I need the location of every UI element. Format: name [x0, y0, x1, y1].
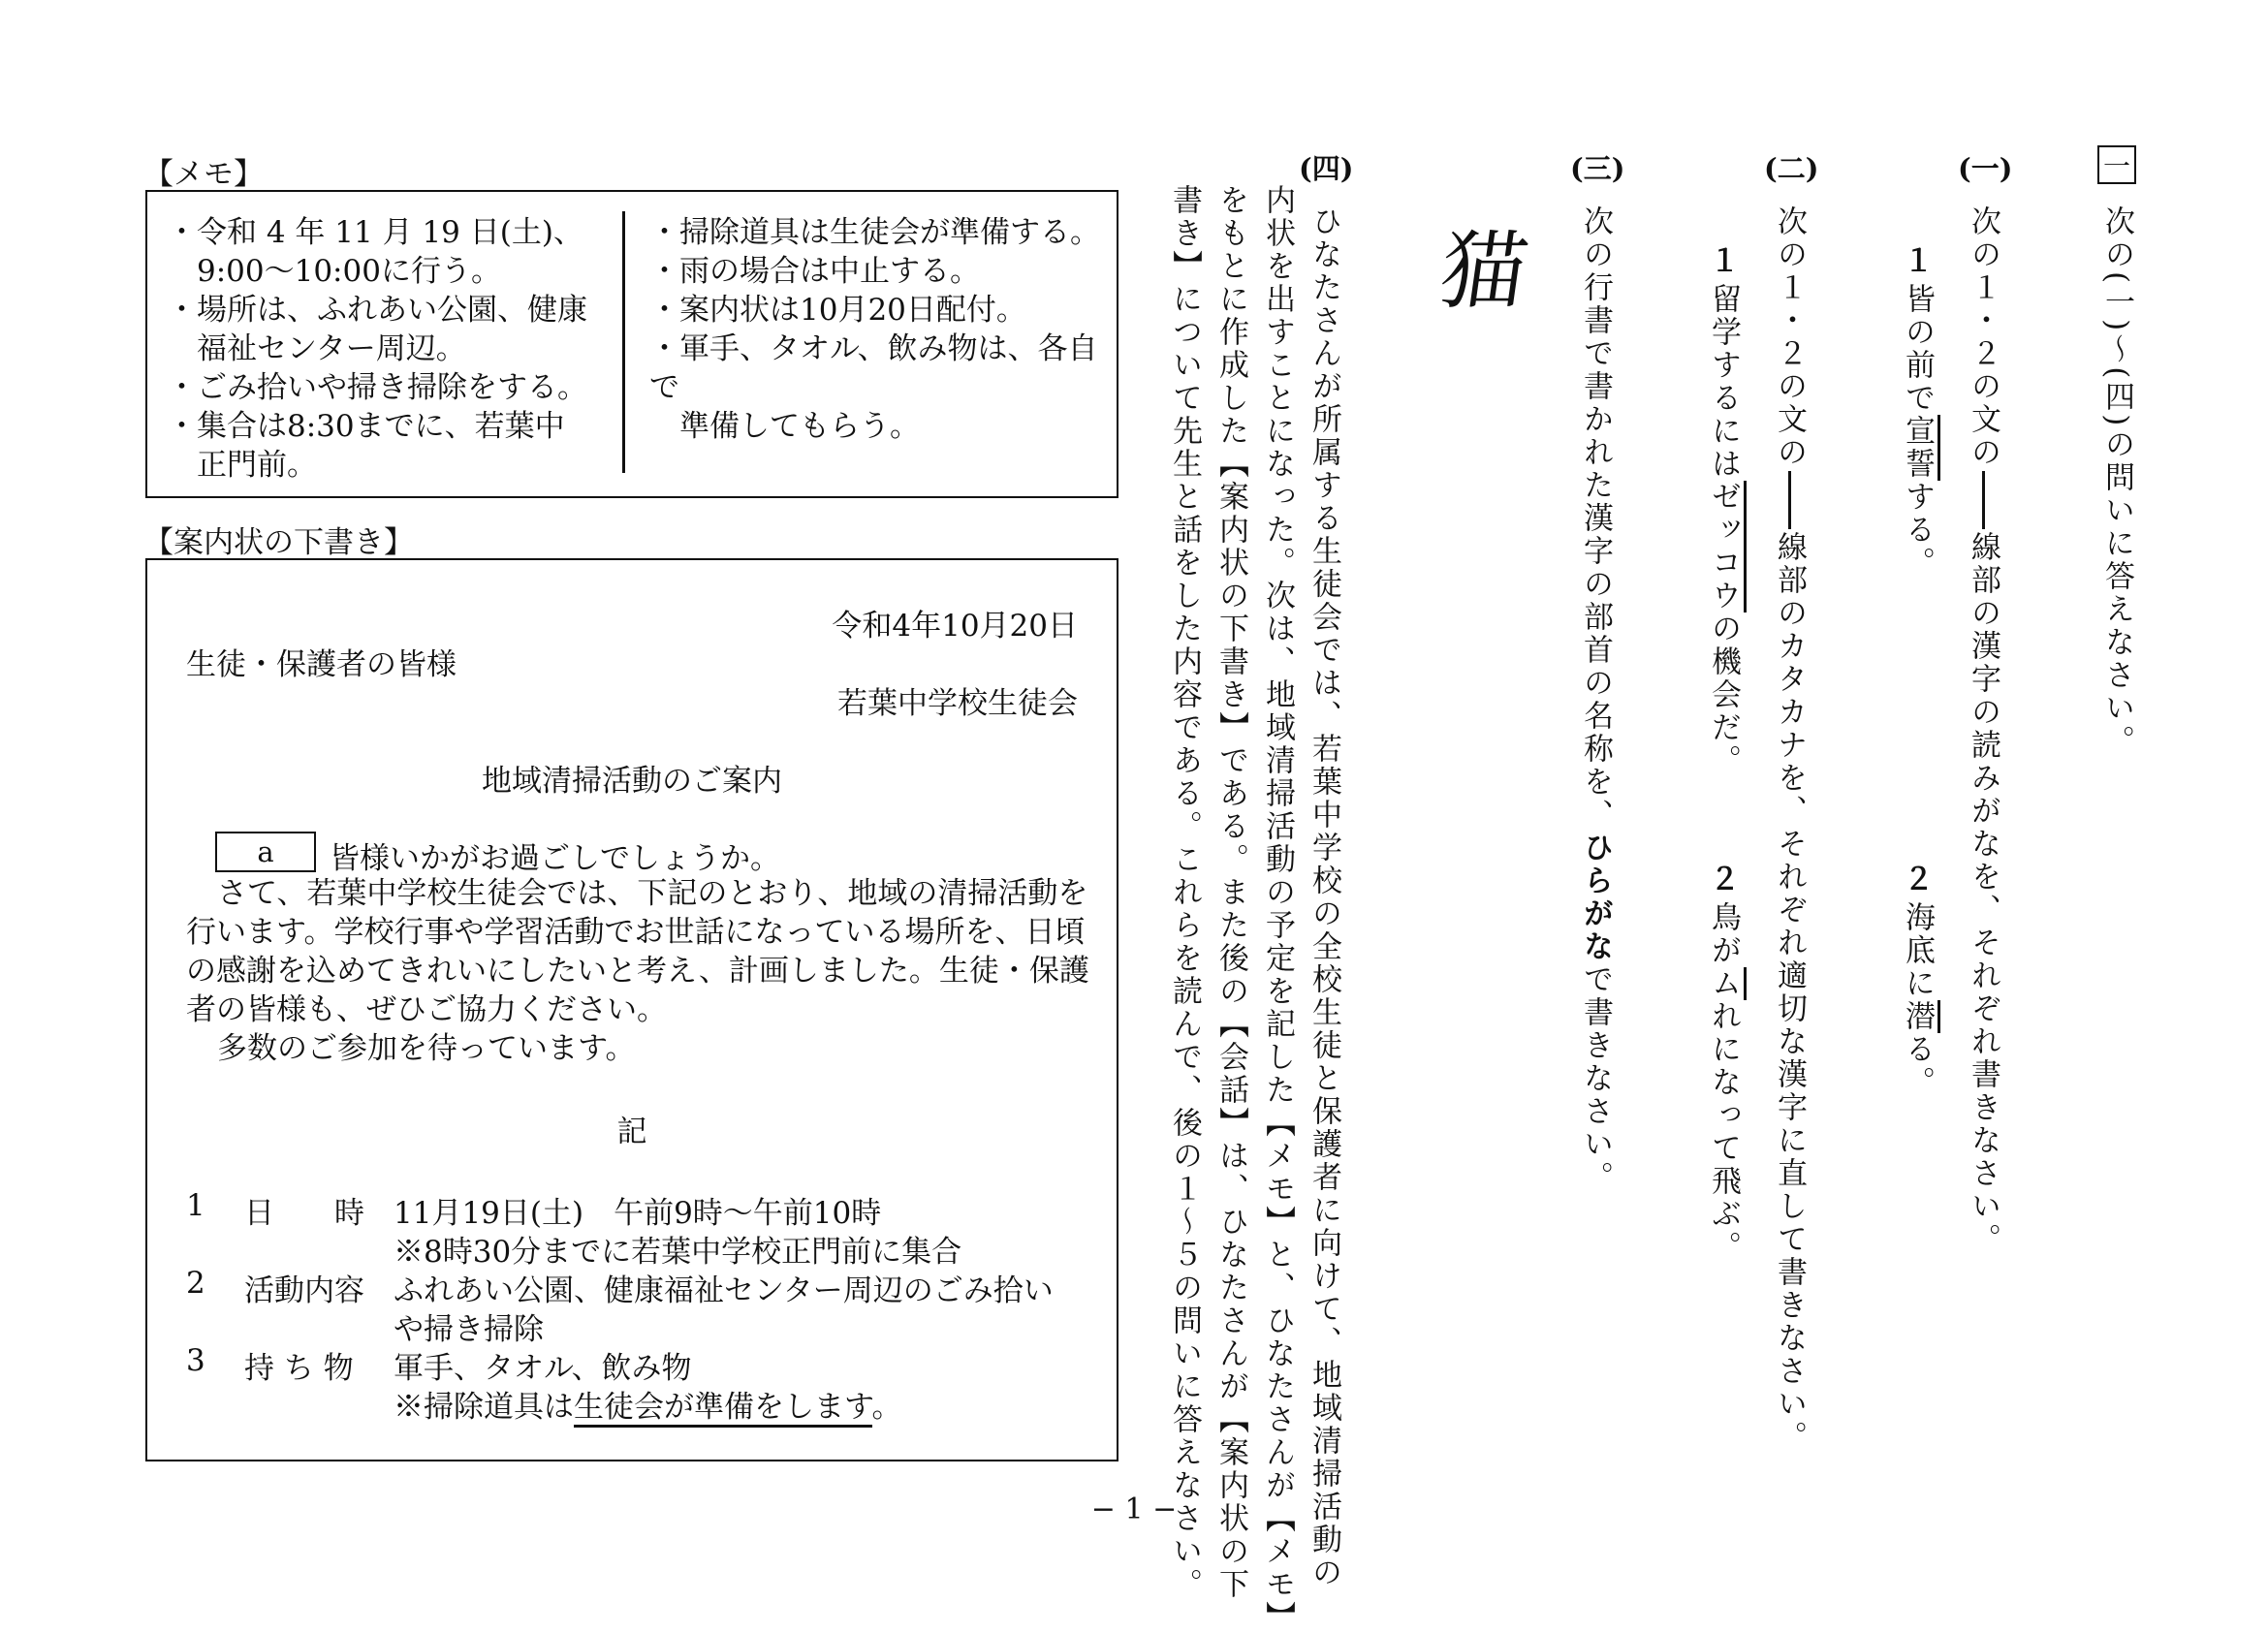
q2-item1-num: １: [1704, 244, 1739, 277]
q3-prompt-bold: ひらがな: [1578, 832, 1613, 963]
note-prefix: ※掃除道具は: [394, 1390, 574, 1425]
item-label: 日 時: [244, 1196, 364, 1231]
q1-item1-b: する。: [1900, 481, 1935, 580]
draft-ki: 記: [616, 1115, 647, 1149]
draft-body-line: さて、若葉中学校生徒会では、下記のとおり、地域の清掃活動を: [217, 876, 1088, 911]
q1-item2-a: 海底に: [1900, 901, 1935, 1000]
draft-body-line: の感謝を込めてきれいにしたいと考え、計画しました。生徒・保護: [186, 954, 1089, 989]
q2-prompt: [1772, 205, 1807, 1454]
note-underlined: 生徒会が準備をします: [574, 1390, 872, 1428]
q2-line-marker: [1788, 471, 1791, 529]
draft-heading: 地域清掃活動のご案内: [482, 764, 782, 799]
memo-right-line: ・軍手、タオル、飲み物は、各自で: [649, 331, 1098, 405]
q3-prompt-b: で書きなさい。: [1578, 963, 1613, 1194]
item-label: 持 ち 物: [244, 1351, 354, 1386]
section-instruction: 次の(一)〜(四)の問いに答えなさい。: [2099, 205, 2134, 759]
item-number: 1: [186, 1188, 205, 1223]
memo-left-line: 福祉センター周辺。: [167, 331, 466, 366]
draft-body-line: 者の皆様も、ぜひご協力ください。: [186, 992, 667, 1027]
draft-body: [186, 874, 1089, 1068]
q1-item1-num: １: [1898, 244, 1933, 277]
q2-item2-a: 鳥が: [1706, 901, 1741, 967]
memo-left-line: 9:00〜10:00に行う。: [167, 254, 501, 289]
memo-left-line: 正門前。: [167, 448, 317, 483]
draft-sender: 若葉中学校生徒会: [837, 686, 1078, 721]
q1-label: (一): [1958, 152, 2013, 185]
q4-line-2: 内状を出すことになった。次は、地域清掃活動の予定を記した【メモ】と、ひなたさんが【メモ】: [1260, 184, 1295, 1634]
memo-left-line: ・場所は、ふれあい公園、健康: [167, 293, 587, 328]
q1-prompt-a: 次の１・２の文の: [1966, 205, 2000, 469]
q3-label: (三): [1570, 152, 1625, 185]
q4-line-4: 書き】について先生と話をした内容である。これらを読んで、後の１〜５の問いに答えなさい。: [1167, 184, 1202, 1601]
draft-addressee: 生徒・保護者の皆様: [186, 647, 457, 682]
draft-box: [145, 558, 1118, 1461]
q2-item1-target: ゼッコウ: [1706, 481, 1747, 613]
q1-item1-a: 皆の前で: [1900, 283, 1935, 415]
memo-title: 【メモ】: [143, 157, 264, 192]
memo-left-column: [167, 213, 587, 485]
memo-box: [145, 190, 1118, 498]
q1-item2-num: ２: [1898, 863, 1933, 896]
q2-item2: [1706, 901, 1741, 1264]
item-number: 2: [186, 1266, 205, 1301]
note-suffix: 。: [871, 1390, 902, 1425]
draft-date: 令和4年10月20日: [832, 609, 1078, 644]
q2-item1-a: 留学するには: [1706, 283, 1741, 481]
blank-a-box: a: [215, 832, 316, 872]
q1-prompt: [1968, 205, 1998, 1256]
q2-item2-num: ２: [1704, 863, 1739, 896]
q4-line-3: をもとに作成した【案内状の下書き】である。また後の【会話】は、ひなたさんが【案内状の下: [1213, 184, 1248, 1601]
item-number: 3: [186, 1343, 205, 1378]
q2-label: (二): [1764, 152, 1819, 185]
q2-item1: [1706, 283, 1741, 777]
q3-calligraphy-kanji: 猫: [1433, 221, 1534, 321]
q1-line-marker: [1982, 471, 1985, 529]
q2-item2-b: れになって飛ぶ。: [1706, 1000, 1741, 1264]
memo-right-line: ・案内状は10月20日配付。: [649, 293, 1026, 328]
q2-prompt-a: 次の１・２の文の: [1772, 205, 1807, 469]
memo-left-line: ・集合は8:30までに、若葉中: [167, 409, 565, 444]
q1-item1-target: 宣誓: [1900, 415, 1940, 481]
draft-greeting: 皆様いかがお過ごしでしょうか。: [330, 841, 780, 876]
item-line: 軍手、タオル、飲み物: [394, 1351, 692, 1386]
q1-item2-b: る。: [1900, 1033, 1935, 1099]
item-note: [394, 1382, 902, 1426]
q2-item2-target: ム: [1706, 967, 1747, 1000]
q3-prompt-a: 次の行書で書かれた漢字の部首の名称を、: [1578, 205, 1613, 832]
memo-divider: [622, 211, 625, 473]
q1-item2-target: 潜: [1900, 1000, 1940, 1033]
q4-line-1: ひなたさんが所属する生徒会では、若葉中学校の全校生徒と保護者に向けて、地域清掃活動の: [1307, 205, 1341, 1589]
memo-right-line: 準備してもらう。: [649, 409, 920, 444]
q1-item1: [1900, 283, 1935, 580]
q2-prompt-b: 線部のカタカナを、それぞれ適切な漢字に直して書きなさい。: [1772, 531, 1807, 1454]
draft-body-line: 行います。学校行事や学習活動でお世話になっている場所を、日頃: [186, 915, 1086, 950]
q2-item1-b: の機会だ。: [1706, 613, 1741, 777]
memo-right-column: [649, 213, 1117, 446]
q4-label: (四): [1299, 152, 1354, 185]
item-line: ふれあい公園、健康福祉センター周辺のごみ拾い: [394, 1273, 1054, 1308]
item-line: や掃き掃除: [394, 1312, 544, 1347]
memo-left-line: ・令和 4 年 11 月 19 日(土)、: [167, 215, 583, 250]
memo-right-line: ・雨の場合は中止する。: [649, 254, 980, 289]
memo-right-line: ・掃除道具は生徒会が準備する。: [649, 215, 1100, 250]
item-line: ※8時30分までに若葉中学校正門前に集合: [394, 1235, 962, 1270]
q3-prompt: [1578, 205, 1613, 1194]
item-label: 活動内容: [244, 1273, 364, 1308]
draft-closing: 多数のご参加を待っています。: [217, 1031, 636, 1066]
draft-title: 【案内状の下書き】: [143, 525, 414, 560]
q1-item2: [1900, 901, 1935, 1099]
memo-left-line: ・ごみ拾いや掃き掃除をする。: [167, 370, 587, 405]
page-number: − 1 −: [1090, 1493, 1178, 1526]
item-line: 11月19日(土) 午前9時〜午前10時: [394, 1196, 882, 1231]
section-mark: 一: [2097, 145, 2136, 184]
q1-prompt-b: 線部の漢字の読みがなを、それぞれ書きなさい。: [1966, 531, 2000, 1256]
